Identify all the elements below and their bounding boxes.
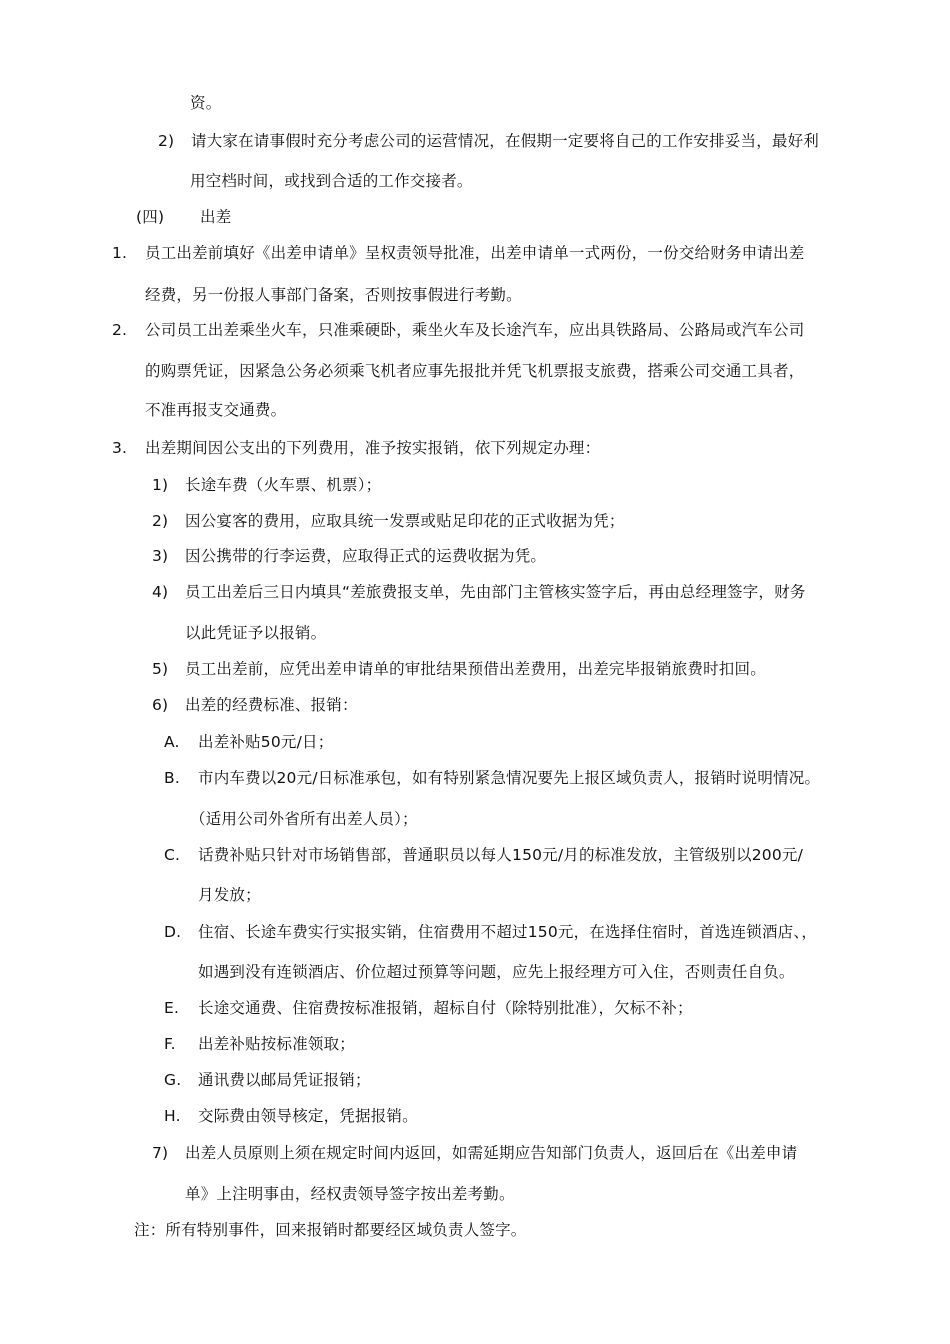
continuation-line [145, 360, 804, 382]
list-item [152, 658, 766, 680]
item-marker: 5) [152, 660, 169, 678]
continuation-line [185, 622, 326, 644]
continuation-line [198, 884, 261, 906]
line-text: 长途交通费、住宿费按标准报销，超标自付（除特别批准），欠标不补； [198, 999, 693, 1017]
line-text: 因公宴客的费用，应取具统一发票或贴足印花的正式收据为凭； [185, 512, 625, 530]
section-title: 出差 [200, 208, 232, 226]
note-text: 注：所有特别事件，回来报销时都要经区域负责人签字。 [134, 1221, 527, 1239]
line-text: 交际费由领导核定，凭据报销。 [198, 1107, 418, 1125]
line-text: 因公携带的行李运费，应取得正式的运费收据为凭。 [185, 547, 547, 565]
line-text: 的购票凭证，因紧急公务必须乘飞机者应事先报批并凭飞机票报支旅费，搭乘公司交通工具者， [145, 362, 805, 380]
list-item [164, 1069, 371, 1091]
continuation-line [145, 284, 522, 306]
line-text: 出差补贴50元/日； [198, 733, 334, 751]
line-text: 出差期间因公支出的下列费用，准予按实报销，依下列规定办理： [145, 439, 601, 457]
line-text: 月发放； [198, 886, 261, 904]
section-heading [136, 206, 231, 228]
item-marker: 4) [152, 583, 169, 601]
list-item [164, 844, 803, 866]
line-text: 员工出差后三日内填具“差旅费报支单，先由部门主管核实签字后，再由总经理签字，财务 [185, 583, 806, 601]
list-item [112, 437, 600, 459]
item-marker: H. [164, 1107, 181, 1125]
list-item [152, 1142, 797, 1164]
list-item [158, 130, 819, 152]
item-marker: 2. [112, 321, 128, 339]
item-marker: 3) [152, 547, 169, 565]
item-marker: 1) [152, 476, 169, 494]
list-item [152, 545, 546, 567]
list-item [152, 510, 625, 532]
list-item [164, 767, 820, 789]
item-marker: G. [164, 1071, 182, 1089]
line-text: 请大家在请事假时充分考虑公司的运营情况，在假期一定要将自己的工作安排妥当，最好利 [191, 132, 820, 150]
line-text: 用空档时间，或找到合适的工作交接者。 [190, 172, 473, 190]
continuation-line [190, 808, 418, 830]
line-text: 住宿、长途车费实行实报实销，住宿费用不超过150元，在选择住宿时，首选连锁酒店、， [198, 923, 818, 941]
line-text: 通讯费以邮局凭证报销； [198, 1071, 371, 1089]
item-marker: E. [164, 999, 180, 1017]
item-marker: B. [164, 769, 180, 787]
item-marker: C. [164, 846, 181, 864]
line-text: 以此凭证予以报销。 [185, 624, 327, 642]
line-text: （适用公司外省所有出差人员）； [190, 810, 418, 828]
item-marker: F. [164, 1035, 176, 1053]
item-marker: 7) [152, 1144, 169, 1162]
item-marker: 6) [152, 696, 169, 714]
continuation-line [190, 170, 473, 192]
list-item [164, 997, 693, 1019]
list-item [164, 1105, 418, 1127]
line-text: 出差人员原则上须在规定时间内返回，如需延期应告知部门负责人，返回后在《出差申请 [185, 1144, 798, 1162]
line-text: 资。 [190, 94, 222, 112]
continuation-line [145, 399, 286, 421]
footnote [134, 1219, 527, 1241]
line-text: 员工出差前，应凭出差申请单的审批结果预借出差费用，出差完毕报销旅费时扣回。 [185, 660, 766, 678]
line-text: 不准再报支交通费。 [145, 401, 287, 419]
list-item [152, 474, 381, 496]
item-marker: 1. [112, 244, 128, 262]
list-item [152, 694, 358, 716]
line-text: 市内车费以20元/日标准承包，如有特别紧急情况要先上报区域负责人，报销时说明情况。 [198, 769, 821, 787]
section-number: (四) [136, 208, 165, 226]
list-item [112, 319, 804, 341]
line-text: 出差的经费标准、报销： [185, 696, 358, 714]
item-marker: 3. [112, 439, 128, 457]
line-text: 公司员工出差乘坐火车，只准乘硬卧，乘坐火车及长途汽车，应出具铁路局、公路局或汽车公司 [145, 321, 805, 339]
line-text: 长途车费（火车票、机票）； [185, 476, 382, 494]
list-item [164, 1033, 355, 1055]
list-item [152, 581, 806, 603]
list-item [112, 242, 804, 264]
list-item [164, 731, 333, 753]
line-text: 出差补贴按标准领取； [198, 1035, 356, 1053]
list-item [164, 921, 817, 943]
continuation-line [198, 961, 795, 983]
continuation-line [190, 92, 221, 114]
item-marker: 2) [158, 132, 175, 150]
line-text: 经费，另一份报人事部门备案，否则按事假进行考勤。 [145, 286, 522, 304]
item-marker: A. [164, 733, 180, 751]
item-marker: 2) [152, 512, 169, 530]
line-text: 单》上注明事由，经权责领导签字按出差考勤。 [185, 1185, 515, 1203]
continuation-line [185, 1183, 515, 1205]
line-text: 员工出差前填好《出差申请单》呈权责领导批准，出差申请单一式两份，一份交给财务申请出差 [145, 244, 805, 262]
item-marker: D. [164, 923, 182, 941]
line-text: 如遇到没有连锁酒店、价位超过预算等问题，应先上报经理方可入住，否则责任自负。 [198, 963, 795, 981]
line-text: 话费补贴只针对市场销售部，普通职员以每人150元/月的标准发放，主管级别以200元/ [198, 846, 804, 864]
